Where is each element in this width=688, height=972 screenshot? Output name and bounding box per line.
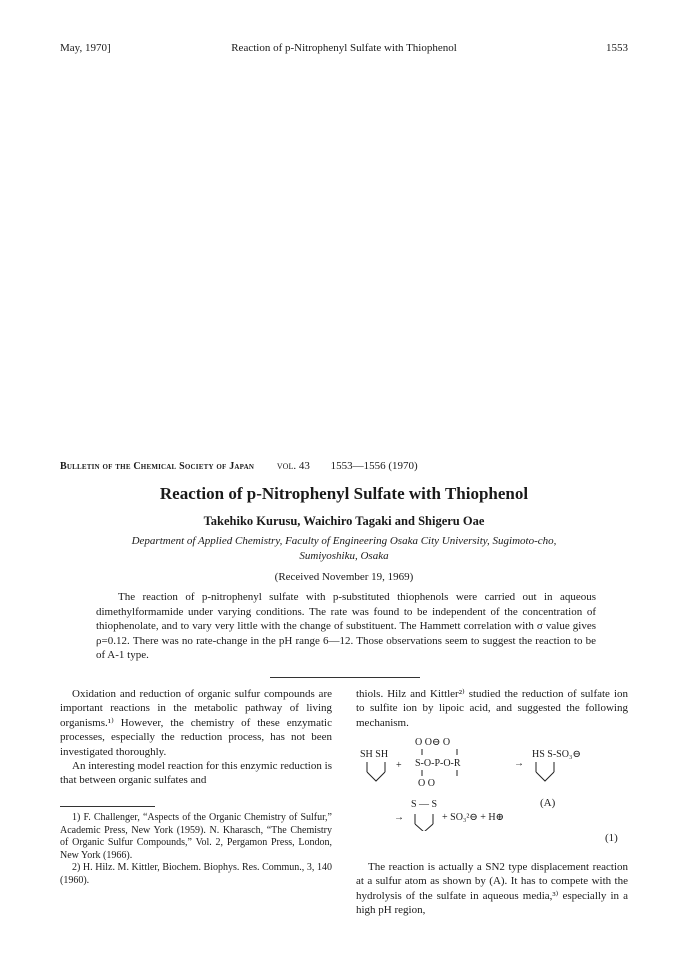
reactant-lipoic-acid: SH SH (360, 749, 389, 760)
right-column (356, 687, 628, 730)
authors: Takehiko Kurusu, Waichiro Tagaki and Shigeru Oae (203, 514, 485, 528)
journal-pages: 1553—1556 (1970) (330, 460, 418, 472)
footnotes (60, 812, 332, 888)
page-number: 1553 (606, 42, 628, 54)
paper-title: Reaction of p-Nitrophenyl Sulfate with Thiophenol (159, 484, 529, 503)
plus-sign: + (396, 760, 402, 771)
running-head-date: May, 1970] (60, 42, 111, 54)
reaction-arrow-2: → (394, 812, 404, 823)
affiliation (100, 534, 588, 564)
journal-line (60, 460, 628, 472)
body-paragraph: The reaction is actually a SN2 type displacement reaction at a sulfur atom as shown by (A). It has to compete with the hydrolysis of the sulfate in aqueous media,³⁾ especially in a high pH region, (356, 861, 628, 917)
reaction-arrow: → (514, 758, 524, 769)
journal-volume: vol. 43 (276, 460, 310, 472)
products: + SO₃²⊖ + H⊕ (442, 812, 505, 823)
left-column (60, 687, 332, 788)
running-head-title: Reaction of p-Nitrophenyl Sulfate with Thiophenol (231, 42, 457, 54)
footnote-rule (60, 806, 155, 807)
abstract-text: The reaction of p-nitrophenyl sulfate with p-substituted thiophenols were carried out in aqueous dimethylformamide under varying conditions. The rate was found to be independent of the concentration of thiophenolate, and to vary very little with the change of substituent. The Hammett correlation with σ value gives ρ=0.12. There was no rate-change in the pH range 6—12. Those observations seem to suggest the reaction to be of A-1 type. (96, 591, 596, 662)
right-column-continued (356, 860, 628, 918)
running-head (60, 42, 628, 58)
equation-number: (1) (605, 832, 618, 844)
received-date: (Received November 19, 1969) (274, 571, 414, 583)
footnote-1: 1) F. Challenger, “Aspects of the Organic Chemistry of Sulfur,” Academic Press, New York (1959). N. Kharasch, “The Chemistry of Organic Sulfur Compounds,” Vol. 2, Pergamon Press, London, New York (1966). (60, 812, 332, 861)
section-divider (270, 677, 420, 678)
reaction-mechanism (356, 736, 628, 831)
body-paragraph: An interesting model reaction for this enzymic reduction is that between organic sulfates and (60, 760, 332, 787)
intermediate-a: HS S-SO₃⊖ (532, 749, 581, 760)
affiliation-line-1: Department of Applied Chemistry, Faculty of Engineering Osaka City University, Sugimoto-cho, (131, 535, 557, 547)
abstract (96, 590, 596, 663)
footnote-2: 2) H. Hilz. M. Kittler, Biochem. Biophys. Res. Commun., 3, 140 (1960). (60, 862, 332, 886)
label-a: (A) (540, 797, 556, 809)
disulfide-ring: S — S (411, 799, 438, 810)
bottom-oxygens: O O (418, 778, 435, 789)
sulfate-ester: S-O-P-O-R (415, 758, 461, 769)
affiliation-line-2: Sumiyoshiku, Osaka (299, 550, 389, 562)
body-paragraph: thiols. Hilz and Kittler²⁾ studied the reduction of sulfate ion to sulfite ion by lipoic acid, and suggested the following mechanism. (356, 688, 628, 729)
body-paragraph: Oxidation and reduction of organic sulfur compounds are important reactions in the metabolic pathway of living organisms.¹⁾ However, the chemistry of these enzymatic processes, especially the reduction process, has not been investigated thoroughly. (60, 688, 332, 758)
top-oxygens: O O⊖ O (415, 737, 451, 748)
journal-name: Bulletin of the Chemical Society of Japan (60, 461, 255, 472)
